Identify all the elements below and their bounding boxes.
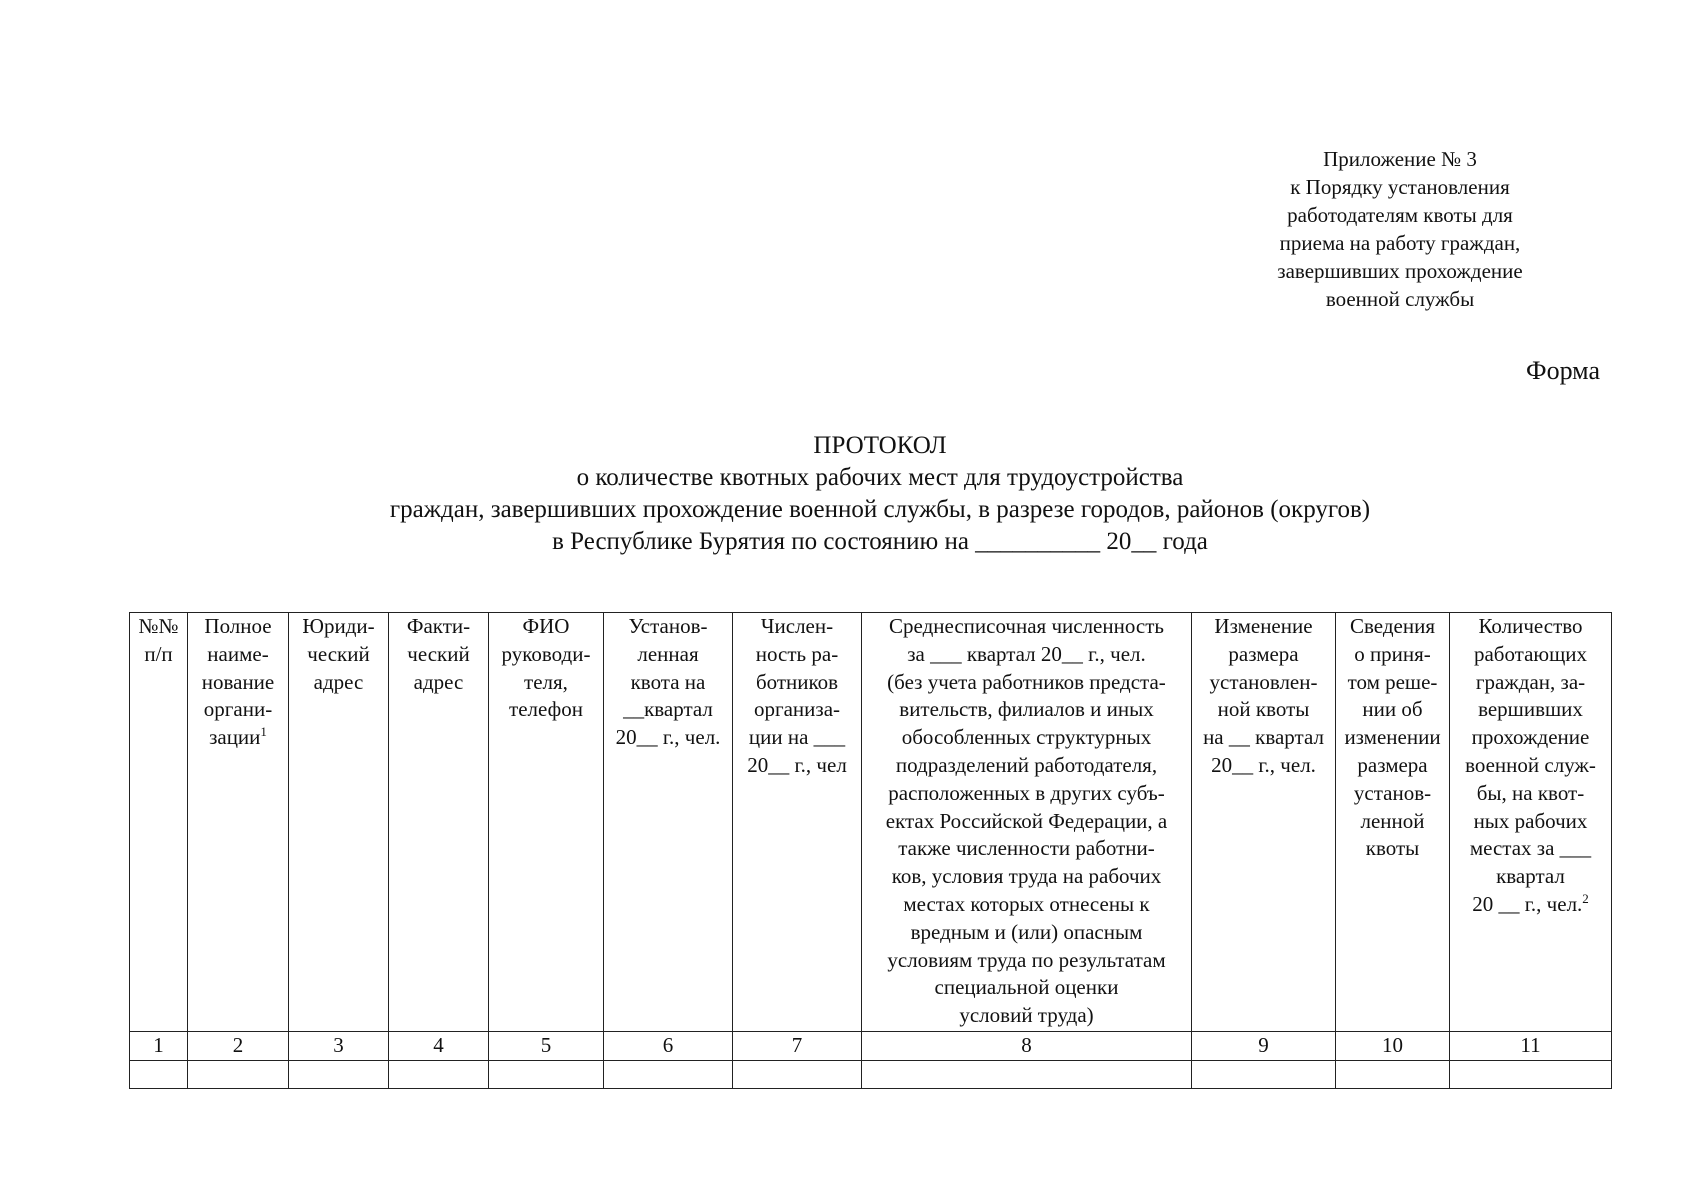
column-number-10: 10: [1336, 1032, 1450, 1061]
header-line: установлен-: [1209, 669, 1318, 694]
header-line: №№: [138, 614, 179, 638]
header-line: расположенных в других субъ-: [888, 780, 1165, 805]
appendix-line: завершивших прохождение: [1277, 259, 1523, 283]
header-line: подразделений работодателя,: [895, 752, 1158, 777]
title-heading: ПРОТОКОЛ: [813, 432, 947, 459]
appendix-line: к Порядку установления: [1290, 175, 1510, 199]
header-line: 20__ г., чел: [747, 752, 847, 777]
header-line: ческий: [407, 641, 470, 666]
title-line: граждан, завершивших прохождение военной службы, в разрезе городов, районов (округов): [389, 496, 1371, 523]
header-line: Факти-: [406, 614, 471, 638]
empty-cell[interactable]: [862, 1061, 1192, 1089]
header-line: теля,: [524, 669, 568, 694]
appendix-line: работодателям квоты для: [1287, 203, 1513, 227]
column-header-3: [289, 613, 389, 1032]
header-line: ков, условия труда на рабочих: [891, 864, 1162, 889]
column-number-4: 4: [389, 1032, 489, 1061]
header-line: местах которых отнесены к: [903, 891, 1150, 916]
header-line: квоты: [1365, 836, 1420, 861]
header-line: нование: [201, 669, 275, 694]
empty-cell[interactable]: [604, 1061, 733, 1089]
header-line: Сведения: [1350, 614, 1435, 638]
header-line: Числен-: [760, 614, 834, 638]
column-number-6: 6: [604, 1032, 733, 1061]
header-line: местах за ___: [1469, 836, 1592, 861]
header-line: ботников: [755, 669, 839, 694]
column-number-8: 8: [862, 1032, 1192, 1061]
appendix-line: Приложение № 3: [1323, 147, 1477, 171]
empty-cell[interactable]: [1336, 1061, 1450, 1089]
header-line: условий труда): [959, 1003, 1094, 1028]
header-line: ной квоты: [1217, 697, 1310, 722]
header-line: на __ квартал: [1203, 725, 1324, 750]
header-line: установ-: [1353, 780, 1432, 805]
header-line: ФИО: [522, 614, 570, 638]
empty-cell[interactable]: [733, 1061, 862, 1089]
title-line: в Республике Бурятия по состоянию на __________ 20__ года: [552, 528, 1208, 555]
header-line: п/п: [144, 641, 173, 666]
header-line: ных рабочих: [1473, 808, 1588, 833]
header-line: нии об: [1362, 697, 1423, 722]
column-header-7: [733, 613, 862, 1032]
empty-cell[interactable]: [289, 1061, 389, 1089]
header-line: размера: [1357, 752, 1428, 777]
header-line: __квартал: [623, 697, 713, 722]
header-line: органи-: [203, 697, 273, 722]
column-header-2: [188, 613, 289, 1032]
empty-cell[interactable]: [489, 1061, 604, 1089]
header-line: работающих: [1473, 641, 1588, 666]
header-line: бы, на квот-: [1476, 780, 1585, 805]
header-line: ленной: [1360, 808, 1425, 833]
column-header-9: [1192, 613, 1336, 1032]
header-line: Изменение: [1214, 614, 1313, 638]
appendix-line: приема на работу граждан,: [1279, 231, 1521, 255]
header-line: вершивших: [1478, 697, 1583, 722]
column-header-4: [389, 613, 489, 1032]
header-line: обособленных структурных: [901, 725, 1152, 750]
header-line: телефон: [509, 697, 583, 722]
header-line: 20__ г., чел.: [615, 725, 721, 750]
header-line: ческий: [307, 641, 370, 666]
header-line: ектах Российской Федерации, а: [885, 808, 1168, 833]
header-line: Количество: [1478, 614, 1583, 638]
appendix-note: [1240, 145, 1560, 313]
header-line: (без учета работников предста-: [887, 669, 1166, 694]
column-header-10: [1336, 613, 1450, 1032]
header-line: 20__ г., чел.: [1211, 752, 1316, 777]
column-number-3: 3: [289, 1032, 389, 1061]
column-header-1: [130, 613, 188, 1032]
column-number-5: 5: [489, 1032, 604, 1061]
column-header-8: [862, 613, 1192, 1032]
header-line: Юриди-: [302, 614, 375, 638]
column-number-1: 1: [130, 1032, 188, 1061]
header-line: адрес: [313, 669, 364, 694]
header-line: условиям труда по результатам: [887, 947, 1166, 972]
header-line-text: зации: [209, 725, 261, 750]
empty-data-row: [130, 1061, 1612, 1089]
footnote-marker: 1: [260, 724, 267, 740]
header-line: военной служ-: [1465, 752, 1596, 777]
header-line: Установ-: [628, 614, 708, 638]
appendix-line: военной службы: [1325, 287, 1475, 311]
form-label: Форма: [1526, 356, 1600, 385]
header-line: том реше-: [1347, 669, 1438, 694]
header-line: квартал: [1496, 864, 1565, 889]
empty-cell[interactable]: [389, 1061, 489, 1089]
header-line: ность ра-: [755, 641, 839, 666]
header-line: наиме-: [207, 641, 269, 666]
header-line: прохождение: [1471, 725, 1590, 750]
column-number-11: 11: [1450, 1032, 1612, 1061]
header-line: организа-: [753, 697, 841, 722]
title-line: о количестве квотных рабочих мест для трудоустройства: [576, 464, 1184, 491]
column-number-9: 9: [1192, 1032, 1336, 1061]
header-line: за ___ квартал 20__ г., чел.: [907, 641, 1146, 666]
column-header-5: [489, 613, 604, 1032]
header-line: специальной оценки: [934, 975, 1119, 1000]
header-line: адрес: [413, 669, 464, 694]
header-line: граждан, за-: [1475, 669, 1586, 694]
header-line: размера: [1228, 641, 1299, 666]
protocol-table: [129, 612, 1612, 1089]
header-line: вредным и (или) опасным: [910, 919, 1143, 944]
header-line: ции на ___: [748, 725, 846, 750]
header-line: также численности работни-: [898, 836, 1155, 861]
header-line: изменении: [1344, 725, 1441, 750]
header-line: [188, 724, 288, 752]
header-line: квота на: [630, 669, 706, 694]
column-number-2: 2: [188, 1032, 289, 1061]
header-line: Полное: [204, 614, 272, 638]
empty-cell[interactable]: [188, 1061, 289, 1089]
footnote-marker: 2: [1582, 890, 1589, 906]
column-header-11: [1450, 613, 1612, 1032]
header-line: руководи-: [501, 641, 591, 666]
empty-cell[interactable]: [1192, 1061, 1336, 1089]
empty-cell[interactable]: [130, 1061, 188, 1089]
header-row: [130, 613, 1612, 1032]
header-line: о приня-: [1354, 641, 1431, 666]
header-line: [1450, 891, 1611, 919]
header-line-text: 20 __ г., чел.: [1472, 891, 1583, 916]
header-line: ленная: [637, 641, 699, 666]
column-number-row: [130, 1032, 1612, 1061]
header-line: Среднесписочная численность: [889, 614, 1164, 638]
column-header-6: [604, 613, 733, 1032]
empty-cell[interactable]: [1450, 1061, 1612, 1089]
header-line: вительств, филиалов и иных: [899, 697, 1154, 722]
column-number-7: 7: [733, 1032, 862, 1061]
document-title: [150, 430, 1610, 558]
